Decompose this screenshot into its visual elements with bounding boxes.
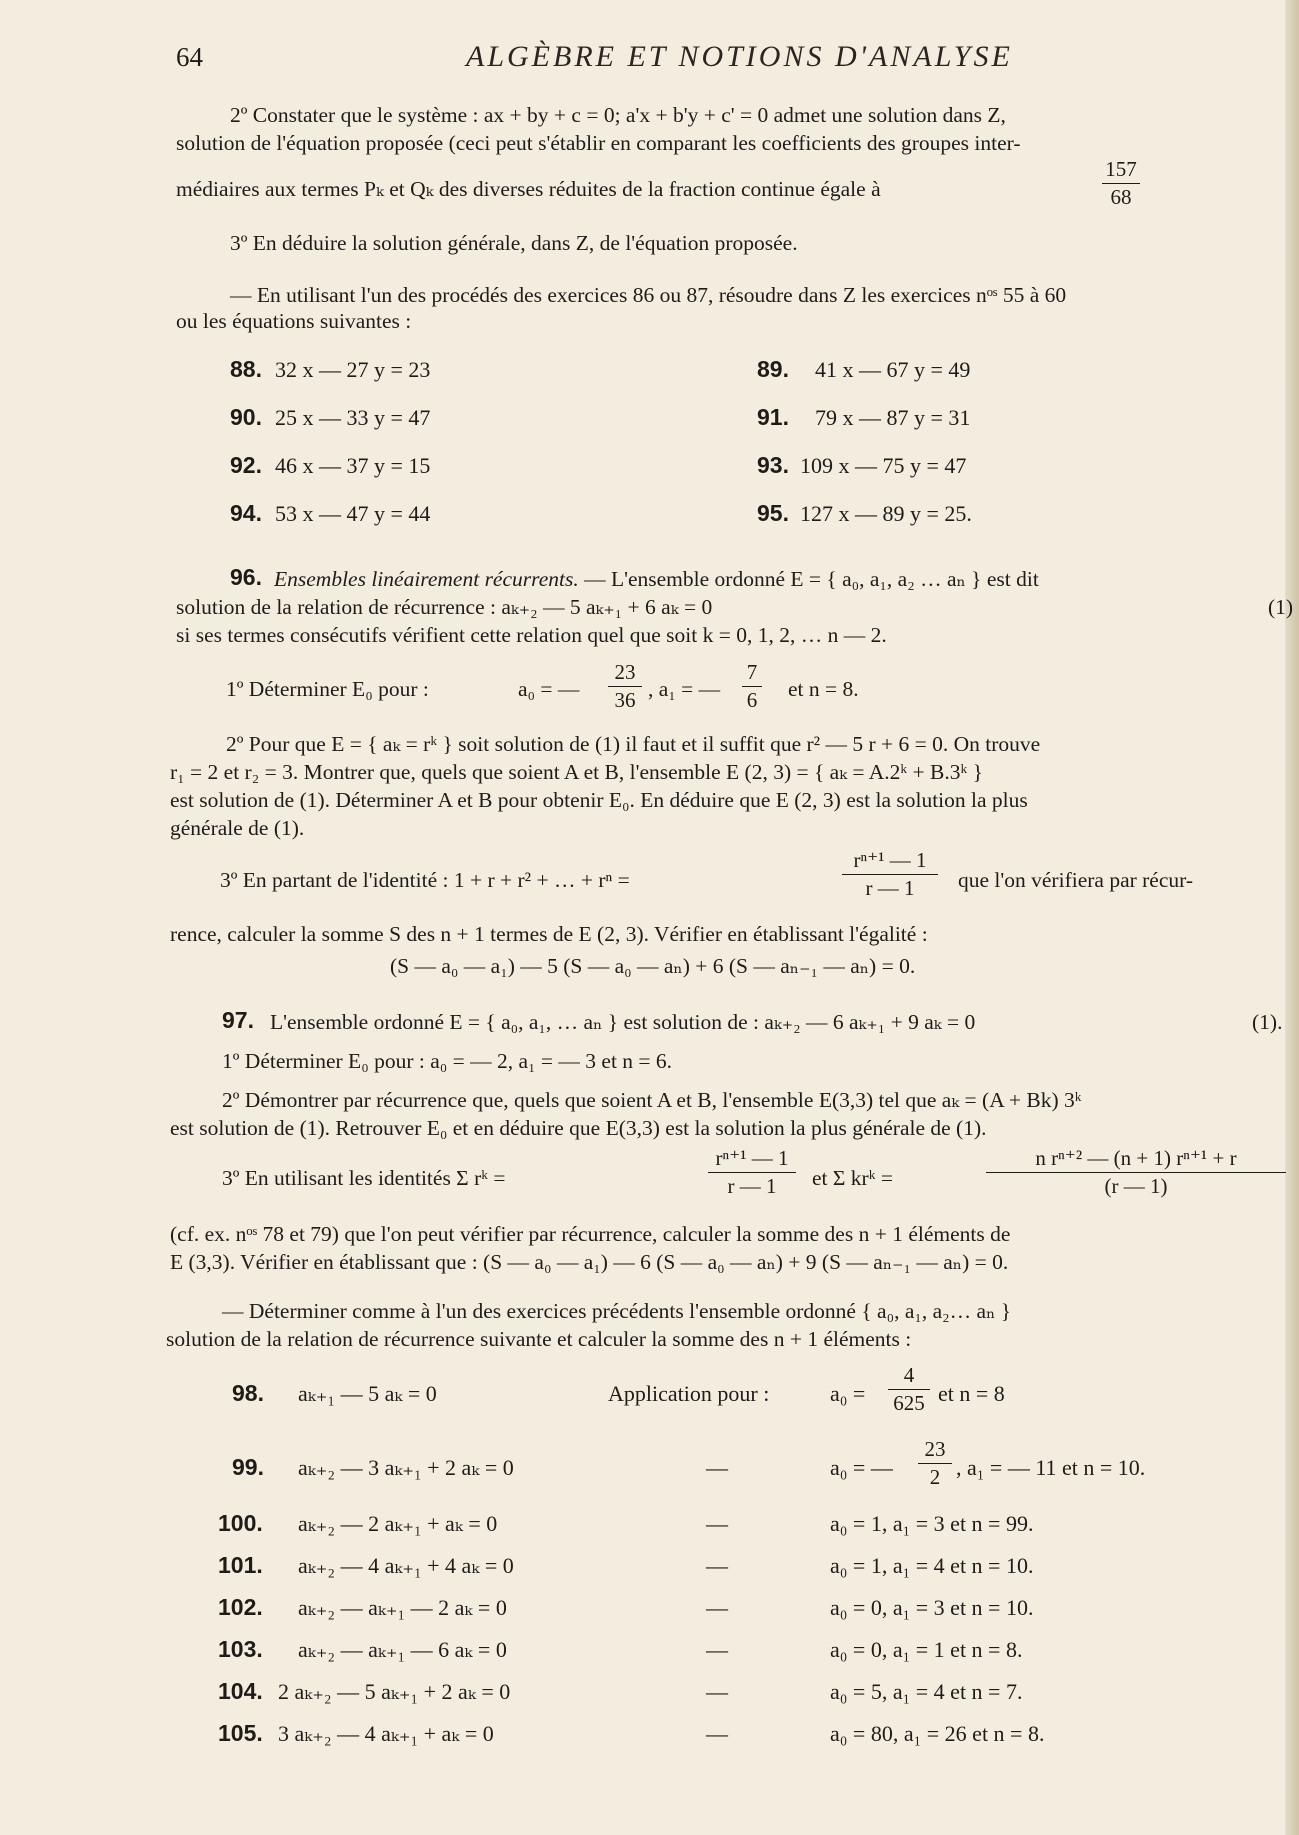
- text-line: 2º Démontrer par récurrence que, quels que soient A et B, l'ensemble E(3,3) tel que aₖ = (A + Bk) 3ᵏ: [222, 1088, 1082, 1112]
- exercise-number: 104.: [218, 1678, 263, 1704]
- recurrence: 2 aₖ₊₂ — 5 aₖ₊₁ + 2 aₖ = 0: [278, 1679, 511, 1704]
- text-line: r₁ = 2 et r₂ = 3. Montrer que, quels que soient A et B, l'ensemble E (2, 3) = { aₖ = A.2ᵏ + B.3ᵏ }: [170, 760, 984, 784]
- equation: 127 x — 89 y = 25.: [800, 501, 972, 526]
- dash: —: [706, 1511, 728, 1536]
- equation: 109 x — 75 y = 47: [800, 453, 967, 478]
- page-number: 64: [176, 42, 203, 72]
- exercise-number: 89.: [757, 356, 789, 382]
- text-line: L'ensemble ordonné E = { a₀, a₁, … aₙ } est solution de : aₖ₊₂ — 6 aₖ₊₁ + 9 aₖ = 0: [270, 1010, 976, 1034]
- condition: a₀ = 80, a₁ = 26 et n = 8.: [830, 1721, 1045, 1746]
- condition: a₀ = 0, a₁ = 1 et n = 8.: [830, 1637, 1023, 1662]
- text-line: (cf. ex. nᵒˢ 78 et 79) que l'on peut vérifier par récurrence, calculer la somme des n + 1 éléments de: [170, 1222, 1011, 1246]
- equation: 25 x — 33 y = 47: [275, 405, 431, 430]
- text-line: rence, calculer la somme S des n + 1 termes de E (2, 3). Vérifier en établissant l'égalité :: [170, 922, 928, 946]
- text-line: est solution de (1). Déterminer A et B pour obtenir E₀. En déduire que E (2, 3) est la solution la plus: [170, 788, 1028, 812]
- fraction: rⁿ⁺¹ — 1 r — 1: [842, 848, 938, 901]
- recurrence: aₖ₊₂ — 4 aₖ₊₁ + 4 aₖ = 0: [298, 1553, 514, 1578]
- equation: 53 x — 47 y = 44: [275, 501, 431, 526]
- exercise-number: 88.: [230, 356, 262, 382]
- condition: a₀ = 1, a₁ = 4 et n = 10.: [830, 1553, 1034, 1578]
- text-line: solution de l'équation proposée (ceci peut s'établir en comparant les coefficients des groupes inter-: [176, 131, 1021, 155]
- condition: a₀ = 5, a₁ = 4 et n = 7.: [830, 1679, 1023, 1704]
- text-line: 3º En utilisant les identités Σ rᵏ =: [222, 1166, 506, 1190]
- exercise-number: 105.: [218, 1720, 263, 1746]
- text-line: , a₁ = —: [648, 677, 721, 701]
- text-line: ou les équations suivantes :: [176, 309, 412, 333]
- dash: —: [706, 1455, 728, 1480]
- fraction: n rⁿ⁺² — (n + 1) rⁿ⁺¹ + r (r — 1): [986, 1146, 1286, 1199]
- dash: —: [706, 1679, 728, 1704]
- dash: —: [706, 1721, 728, 1746]
- exercise-number: 90.: [230, 404, 262, 430]
- exercise-number: 91.: [757, 404, 789, 430]
- text-line: (S — a₀ — a₁) — 5 (S — a₀ — aₙ) + 6 (S — aₙ₋₁ — aₙ) = 0.: [390, 954, 916, 978]
- condition: a₀ = —: [830, 1455, 893, 1480]
- text-line: 2º Constater que le système : ax + by + c = 0; a'x + b'y + c' = 0 admet une solution dans Z,: [230, 103, 1006, 127]
- condition: a₀ =: [830, 1381, 866, 1406]
- exercise-number: 94.: [230, 500, 262, 526]
- exercise-number: 93.: [757, 452, 789, 478]
- equation: 32 x — 27 y = 23: [275, 357, 431, 382]
- recurrence: aₖ₊₂ — 2 aₖ₊₁ + aₖ = 0: [298, 1511, 498, 1536]
- exercise-number: 102.: [218, 1594, 263, 1620]
- recurrence: aₖ₊₁ — 5 aₖ = 0: [298, 1381, 437, 1406]
- text-line: si ses termes consécutifs vérifient cette relation quel que soit k = 0, 1, 2, … n — 2.: [176, 623, 887, 647]
- text-line: — En utilisant l'un des procédés des exercices 86 ou 87, résoudre dans Z les exercices nᵒˢ 55 à 60: [230, 283, 1067, 307]
- text-line: et n = 8.: [788, 677, 859, 701]
- text-line: 1º Déterminer E₀ pour : a₀ = — 2, a₁ = — 3 et n = 6.: [222, 1049, 673, 1073]
- text-line: — Déterminer comme à l'un des exercices précédents l'ensemble ordonné { a₀, a₁, a₂… aₙ }: [222, 1299, 1012, 1323]
- equation: 41 x — 67 y = 49: [815, 357, 971, 382]
- fraction: 23 36: [608, 660, 642, 713]
- equation: 79 x — 87 y = 31: [815, 405, 971, 430]
- equation: 46 x — 37 y = 15: [275, 453, 431, 478]
- text-line: solution de la relation de récurrence suivante et calculer la somme des n + 1 éléments :: [166, 1327, 912, 1351]
- exercise-number: 101.: [218, 1552, 263, 1578]
- equation-tag: (1): [1268, 595, 1294, 619]
- condition: , a₁ = — 11 et n = 10.: [956, 1455, 1146, 1480]
- exercise-title: Ensembles linéairement récurrents. — L'ensemble ordonné E = { a₀, a₁, a₂ … aₙ } est dit: [274, 567, 1039, 591]
- recurrence: aₖ₊₂ — aₖ₊₁ — 2 aₖ = 0: [298, 1595, 507, 1620]
- condition: a₀ = 0, a₁ = 3 et n = 10.: [830, 1595, 1034, 1620]
- text-line: et Σ krᵏ =: [812, 1166, 893, 1190]
- text-line: générale de (1).: [170, 816, 305, 840]
- dash: —: [706, 1553, 728, 1578]
- recurrence: aₖ₊₂ — 3 aₖ₊₁ + 2 aₖ = 0: [298, 1455, 514, 1480]
- application-label: Application pour :: [608, 1381, 770, 1406]
- text-line: a₀ = —: [518, 677, 580, 701]
- fraction: 157 68: [1102, 157, 1140, 210]
- exercise-number: 92.: [230, 452, 262, 478]
- text-line: est solution de (1). Retrouver E₀ et en déduire que E(3,3) est la solution la plus générale de (1).: [170, 1116, 987, 1140]
- recurrence: aₖ₊₂ — aₖ₊₁ — 6 aₖ = 0: [298, 1637, 507, 1662]
- exercise-number: 95.: [757, 500, 789, 526]
- exercise-number: 98.: [232, 1380, 264, 1406]
- fraction: 7 6: [742, 660, 762, 713]
- text-line: 2º Pour que E = { aₖ = rᵏ } soit solution de (1) il faut et il suffit que r² — 5 r + 6 = 0. On trouve: [226, 732, 1041, 756]
- condition: a₀ = 1, a₁ = 3 et n = 99.: [830, 1511, 1034, 1536]
- text-line: 3º En partant de l'identité : 1 + r + r² + … + rⁿ =: [220, 868, 630, 892]
- running-header: ALGÈBRE ET NOTIONS D'ANALYSE: [466, 40, 1013, 73]
- equation-tag: (1).: [1252, 1010, 1283, 1034]
- text-line: médiaires aux termes Pₖ et Qₖ des diverses réduites de la fraction continue égale à: [176, 177, 881, 201]
- fraction: 4 625: [888, 1363, 930, 1416]
- text-line: solution de la relation de récurrence : aₖ₊₂ — 5 aₖ₊₁ + 6 aₖ = 0: [176, 595, 713, 619]
- fraction: 23 2: [918, 1437, 952, 1490]
- exercise-number: 103.: [218, 1636, 263, 1662]
- dash: —: [706, 1595, 728, 1620]
- exercise-number: 100.: [218, 1510, 263, 1536]
- text-line: 3º En déduire la solution générale, dans Z, de l'équation proposée.: [230, 231, 798, 255]
- page-edge: [1285, 0, 1299, 1835]
- text-line: que l'on vérifiera par récur-: [958, 868, 1194, 892]
- text-line: 1º Déterminer E₀ pour :: [226, 677, 429, 701]
- exercise-number: 97.: [222, 1007, 254, 1033]
- exercise-number: 96.: [230, 564, 262, 590]
- dash: —: [706, 1637, 728, 1662]
- exercise-number: 99.: [232, 1454, 264, 1480]
- condition: et n = 8: [938, 1381, 1005, 1406]
- recurrence: 3 aₖ₊₂ — 4 aₖ₊₁ + aₖ = 0: [278, 1721, 494, 1746]
- text-line: E (3,3). Vérifier en établissant que : (S — a₀ — a₁) — 6 (S — a₀ — aₙ) + 9 (S — aₙ₋₁ — aₙ) = 0.: [170, 1250, 1009, 1274]
- fraction: rⁿ⁺¹ — 1 r — 1: [708, 1146, 796, 1199]
